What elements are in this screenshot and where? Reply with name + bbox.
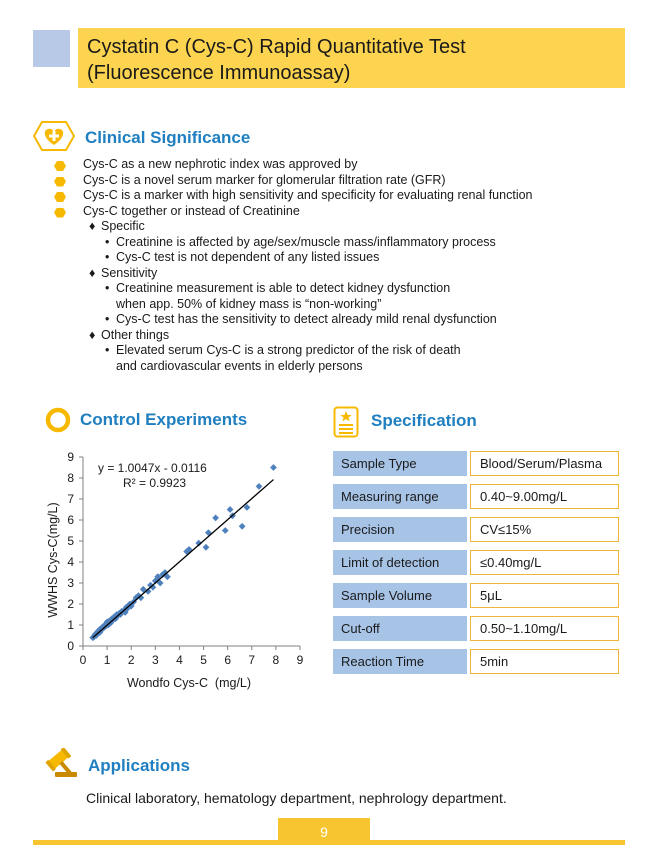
- scatter-chart: [44, 448, 314, 698]
- r-squared-label: R² = 0.9923: [123, 476, 187, 490]
- y-axis-label: WWHS Cys-C(mg/L): [46, 502, 60, 618]
- group-item: Creatinine is affected by age/sex/muscle mass/inflammatory process: [116, 234, 496, 249]
- spec-label: Reaction Time: [333, 649, 467, 674]
- y-tick-label: 6: [67, 513, 74, 527]
- group-label-other: Other things: [101, 327, 170, 342]
- data-point: [256, 483, 263, 490]
- spec-label: Precision: [333, 517, 467, 542]
- spec-value: 0.50~1.10mg/L: [470, 616, 619, 641]
- spec-value: CV≤15%: [470, 517, 619, 542]
- data-point: [203, 544, 210, 551]
- y-tick-label: 4: [67, 555, 74, 569]
- spec-label: Measuring range: [333, 484, 467, 509]
- control-experiments-heading: Control Experiments: [80, 410, 248, 429]
- group-item: when app. 50% of kidney mass is “non-working”: [116, 296, 382, 311]
- spec-label: Cut-off: [333, 616, 467, 641]
- y-tick-label: 1: [67, 618, 74, 632]
- diamond-bullet-icon: ♦: [89, 327, 96, 342]
- medical-hexagon-icon: [33, 120, 75, 152]
- clinical-bullet: Cys-C is a marker with high sensitivity and specificity for evaluating renal function: [83, 188, 533, 202]
- data-point: [227, 506, 234, 513]
- y-tick-label: 7: [67, 492, 74, 506]
- clinical-bullet: Cys-C as a new nephrotic index was approved by: [83, 157, 358, 171]
- trendline-equation: y = 1.0047x - 0.0116: [98, 461, 207, 475]
- group-label-specific: Specific: [101, 219, 145, 233]
- hexagon-bullet-icon: [54, 161, 66, 171]
- gavel-icon: [45, 748, 79, 780]
- x-axis-label: Wondfo Cys-C (mg/L): [126, 676, 252, 690]
- clinical-bullet: Cys-C together or instead of Creatinine: [83, 203, 300, 218]
- dot-bullet-icon: •: [105, 343, 110, 357]
- hexagon-bullet-icon: [54, 192, 66, 202]
- spec-label: Sample Type: [333, 451, 467, 476]
- dot-bullet-icon: •: [105, 281, 110, 295]
- group-item: and cardiovascular events in elderly persons: [116, 358, 363, 373]
- diamond-bullet-icon: ♦: [89, 265, 96, 280]
- data-point: [212, 515, 219, 522]
- y-tick-label: 9: [67, 450, 74, 464]
- x-tick-label: 0: [79, 653, 87, 667]
- group-item: Elevated serum Cys-C is a strong predictor of the risk of death: [116, 343, 461, 357]
- document-star-icon: [333, 406, 359, 438]
- group-label-sensitivity: Sensitivity: [101, 265, 158, 280]
- diamond-bullet-icon: ♦: [89, 219, 96, 233]
- page-number: 9: [278, 818, 370, 845]
- hexagon-bullet-icon: [54, 208, 66, 218]
- x-tick-label: 4: [176, 653, 183, 667]
- applications-text: Clinical laboratory, hematology department, nephrology department.: [86, 790, 507, 806]
- y-tick-label: 8: [67, 471, 74, 485]
- hexagon-bullet-icon: [54, 177, 66, 187]
- spec-value: Blood/Serum/Plasma: [470, 451, 619, 476]
- specification-heading: Specification: [371, 411, 477, 430]
- dot-bullet-icon: •: [105, 234, 110, 249]
- dot-bullet-icon: •: [105, 312, 110, 326]
- clinical-bullet: Cys-C is a novel serum marker for glomerular filtration rate (GFR): [83, 172, 446, 187]
- x-tick-label: 1: [103, 653, 111, 667]
- ring-icon: [45, 407, 71, 433]
- y-tick-label: 5: [67, 534, 74, 548]
- applications-heading: Applications: [88, 756, 191, 775]
- x-tick-label: 7: [248, 653, 256, 667]
- spec-value: 5μL: [470, 583, 619, 608]
- data-point: [222, 527, 229, 534]
- title-banner: [78, 28, 625, 88]
- y-tick-label: 0: [67, 639, 74, 653]
- data-point: [239, 523, 246, 530]
- x-tick-label: 3: [151, 653, 159, 667]
- spec-value: 5min: [470, 649, 619, 674]
- y-tick-label: 3: [67, 576, 74, 590]
- title-accent-square: [33, 30, 70, 67]
- trendline: [93, 480, 274, 638]
- page-title-line1: Cystatin C (Cys-C) Rapid Quantitative Test: [87, 36, 466, 58]
- x-tick-label: 9: [296, 653, 304, 667]
- spec-label: Limit of detection: [333, 550, 467, 575]
- spec-value: ≤0.40mg/L: [470, 550, 619, 575]
- spec-value: 0.40~9.00mg/L: [470, 484, 619, 509]
- x-tick-label: 2: [127, 653, 135, 667]
- clinical-significance-heading: Clinical Significance: [85, 128, 251, 147]
- page-title-line2: (Fluorescence Immunoassay): [87, 62, 351, 84]
- data-point: [270, 464, 277, 471]
- group-item: Cys-C test has the sensitivity to detect already mild renal dysfunction: [116, 312, 497, 326]
- dot-bullet-icon: •: [105, 250, 110, 264]
- x-tick-label: 5: [200, 653, 207, 667]
- x-tick-label: 8: [272, 653, 280, 667]
- group-item: Creatinine measurement is able to detect kidney dysfunction: [116, 281, 451, 295]
- spec-label: Sample Volume: [333, 583, 467, 608]
- group-item: Cys-C test is not dependent of any listed issues: [116, 250, 380, 264]
- x-tick-label: 6: [224, 653, 232, 667]
- chart-points: [89, 464, 277, 641]
- y-tick-label: 2: [67, 597, 74, 611]
